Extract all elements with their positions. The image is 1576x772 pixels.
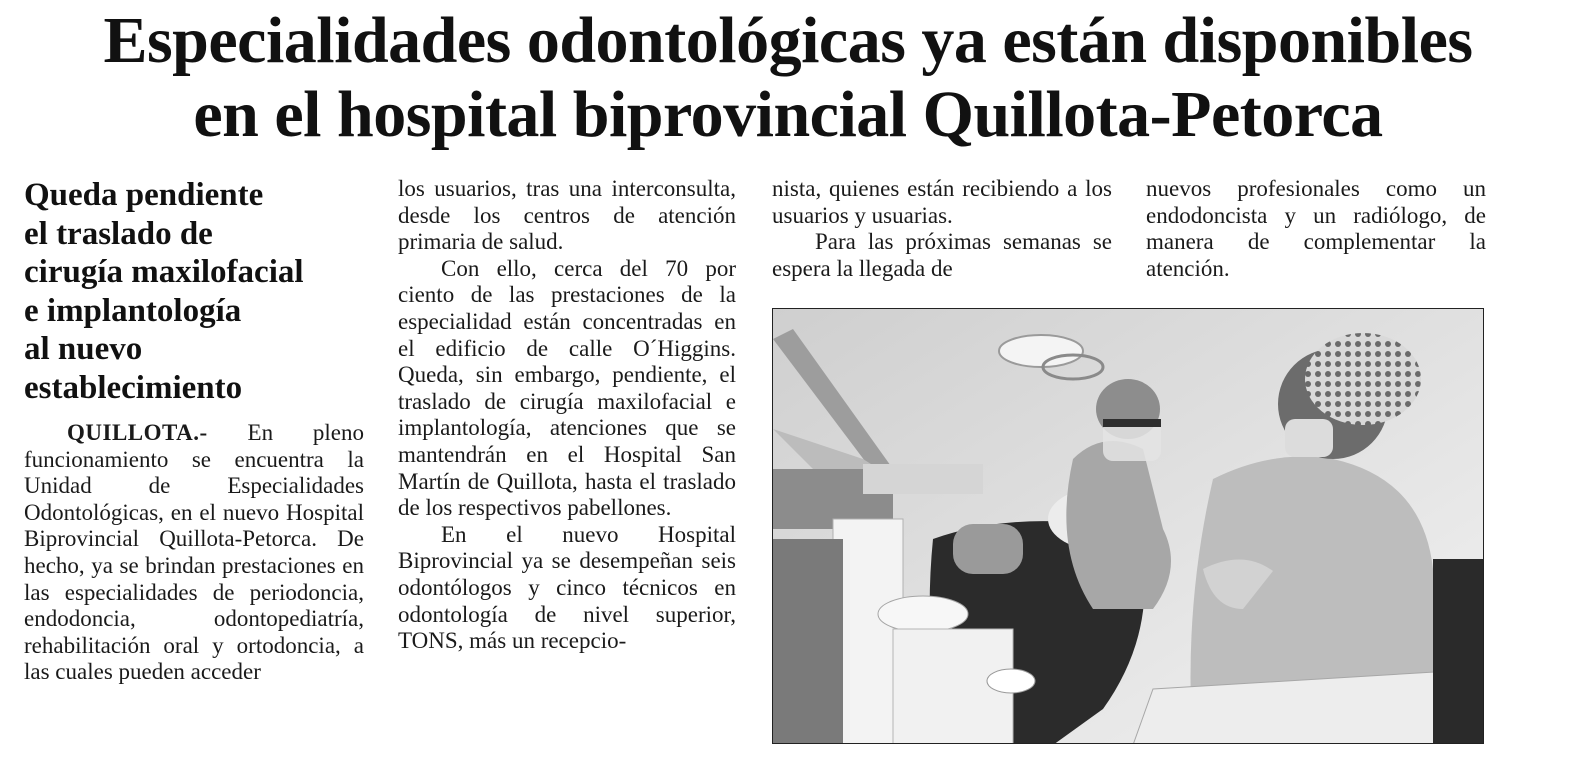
body-paragraph: Con ello, cerca del 70 por ciento de las prestaciones de la especialidad están concentradas en el edificio de calle O´Higgins. Queda, sin embargo, pendiente, el traslado de cirugía maxilofacial e implantología, atenciones que se mantendrán en el Hospital San Martín de Quillota, hasta el traslado de los respectivos pabellones. xyxy=(398,255,736,521)
headline xyxy=(0,4,1576,152)
subheadline-line: Queda pendiente xyxy=(24,177,264,213)
dental-care-illustration xyxy=(773,309,1484,744)
body-paragraph: Para las próximas semanas se espera la llegada de xyxy=(772,229,1112,281)
subheadline-line: establecimiento xyxy=(24,369,243,406)
subheadline-line: al nuevo xyxy=(24,331,143,367)
column-4 xyxy=(1146,176,1486,282)
subheadline-line: e implantología xyxy=(24,292,242,329)
subheadline-line: cirugía maxilofacial xyxy=(24,254,304,290)
lead-paragraph xyxy=(24,420,364,686)
column-1 xyxy=(24,176,364,686)
dateline: QUILLOTA.- xyxy=(67,420,208,445)
dental-care-photo xyxy=(772,308,1484,744)
body-paragraph: En el nuevo Hospital Biprovincial ya se desempeñan seis odontólogos y cinco técnicos en odontología de nivel superior, TONS, más un recepcio- xyxy=(398,521,736,654)
body-paragraph: nuevos profesionales como un endodoncista y un radiólogo, de manera de complementar la atención. xyxy=(1146,176,1486,281)
subheadline-line: el traslado de xyxy=(24,215,213,252)
subheadline xyxy=(24,176,364,407)
headline-line-1: Especialidades odontológicas ya están disponibles xyxy=(103,4,1473,77)
column-3 xyxy=(772,176,1112,282)
headline-line-2: en el hospital biprovincial Quillota-Petorca xyxy=(193,78,1383,151)
column-2 xyxy=(398,176,736,655)
lead-body: En pleno funcionamiento se encuentra la Unidad de Especialidades Odontológicas, en el nuevo Hospital Biprovincial Quillota-Petorca. De hecho, ya se brindan prestaciones en las especialidades de periodoncia, endodoncia, odontopediatría, rehabilitación oral y ortodoncia, a las cuales pueden acceder xyxy=(24,420,364,685)
body-paragraph: los usuarios, tras una interconsulta, desde los centros de atención primaria de salud. xyxy=(398,176,736,255)
body-paragraph: nista, quienes están recibiendo a los usuarios y usuarias. xyxy=(772,176,1112,228)
